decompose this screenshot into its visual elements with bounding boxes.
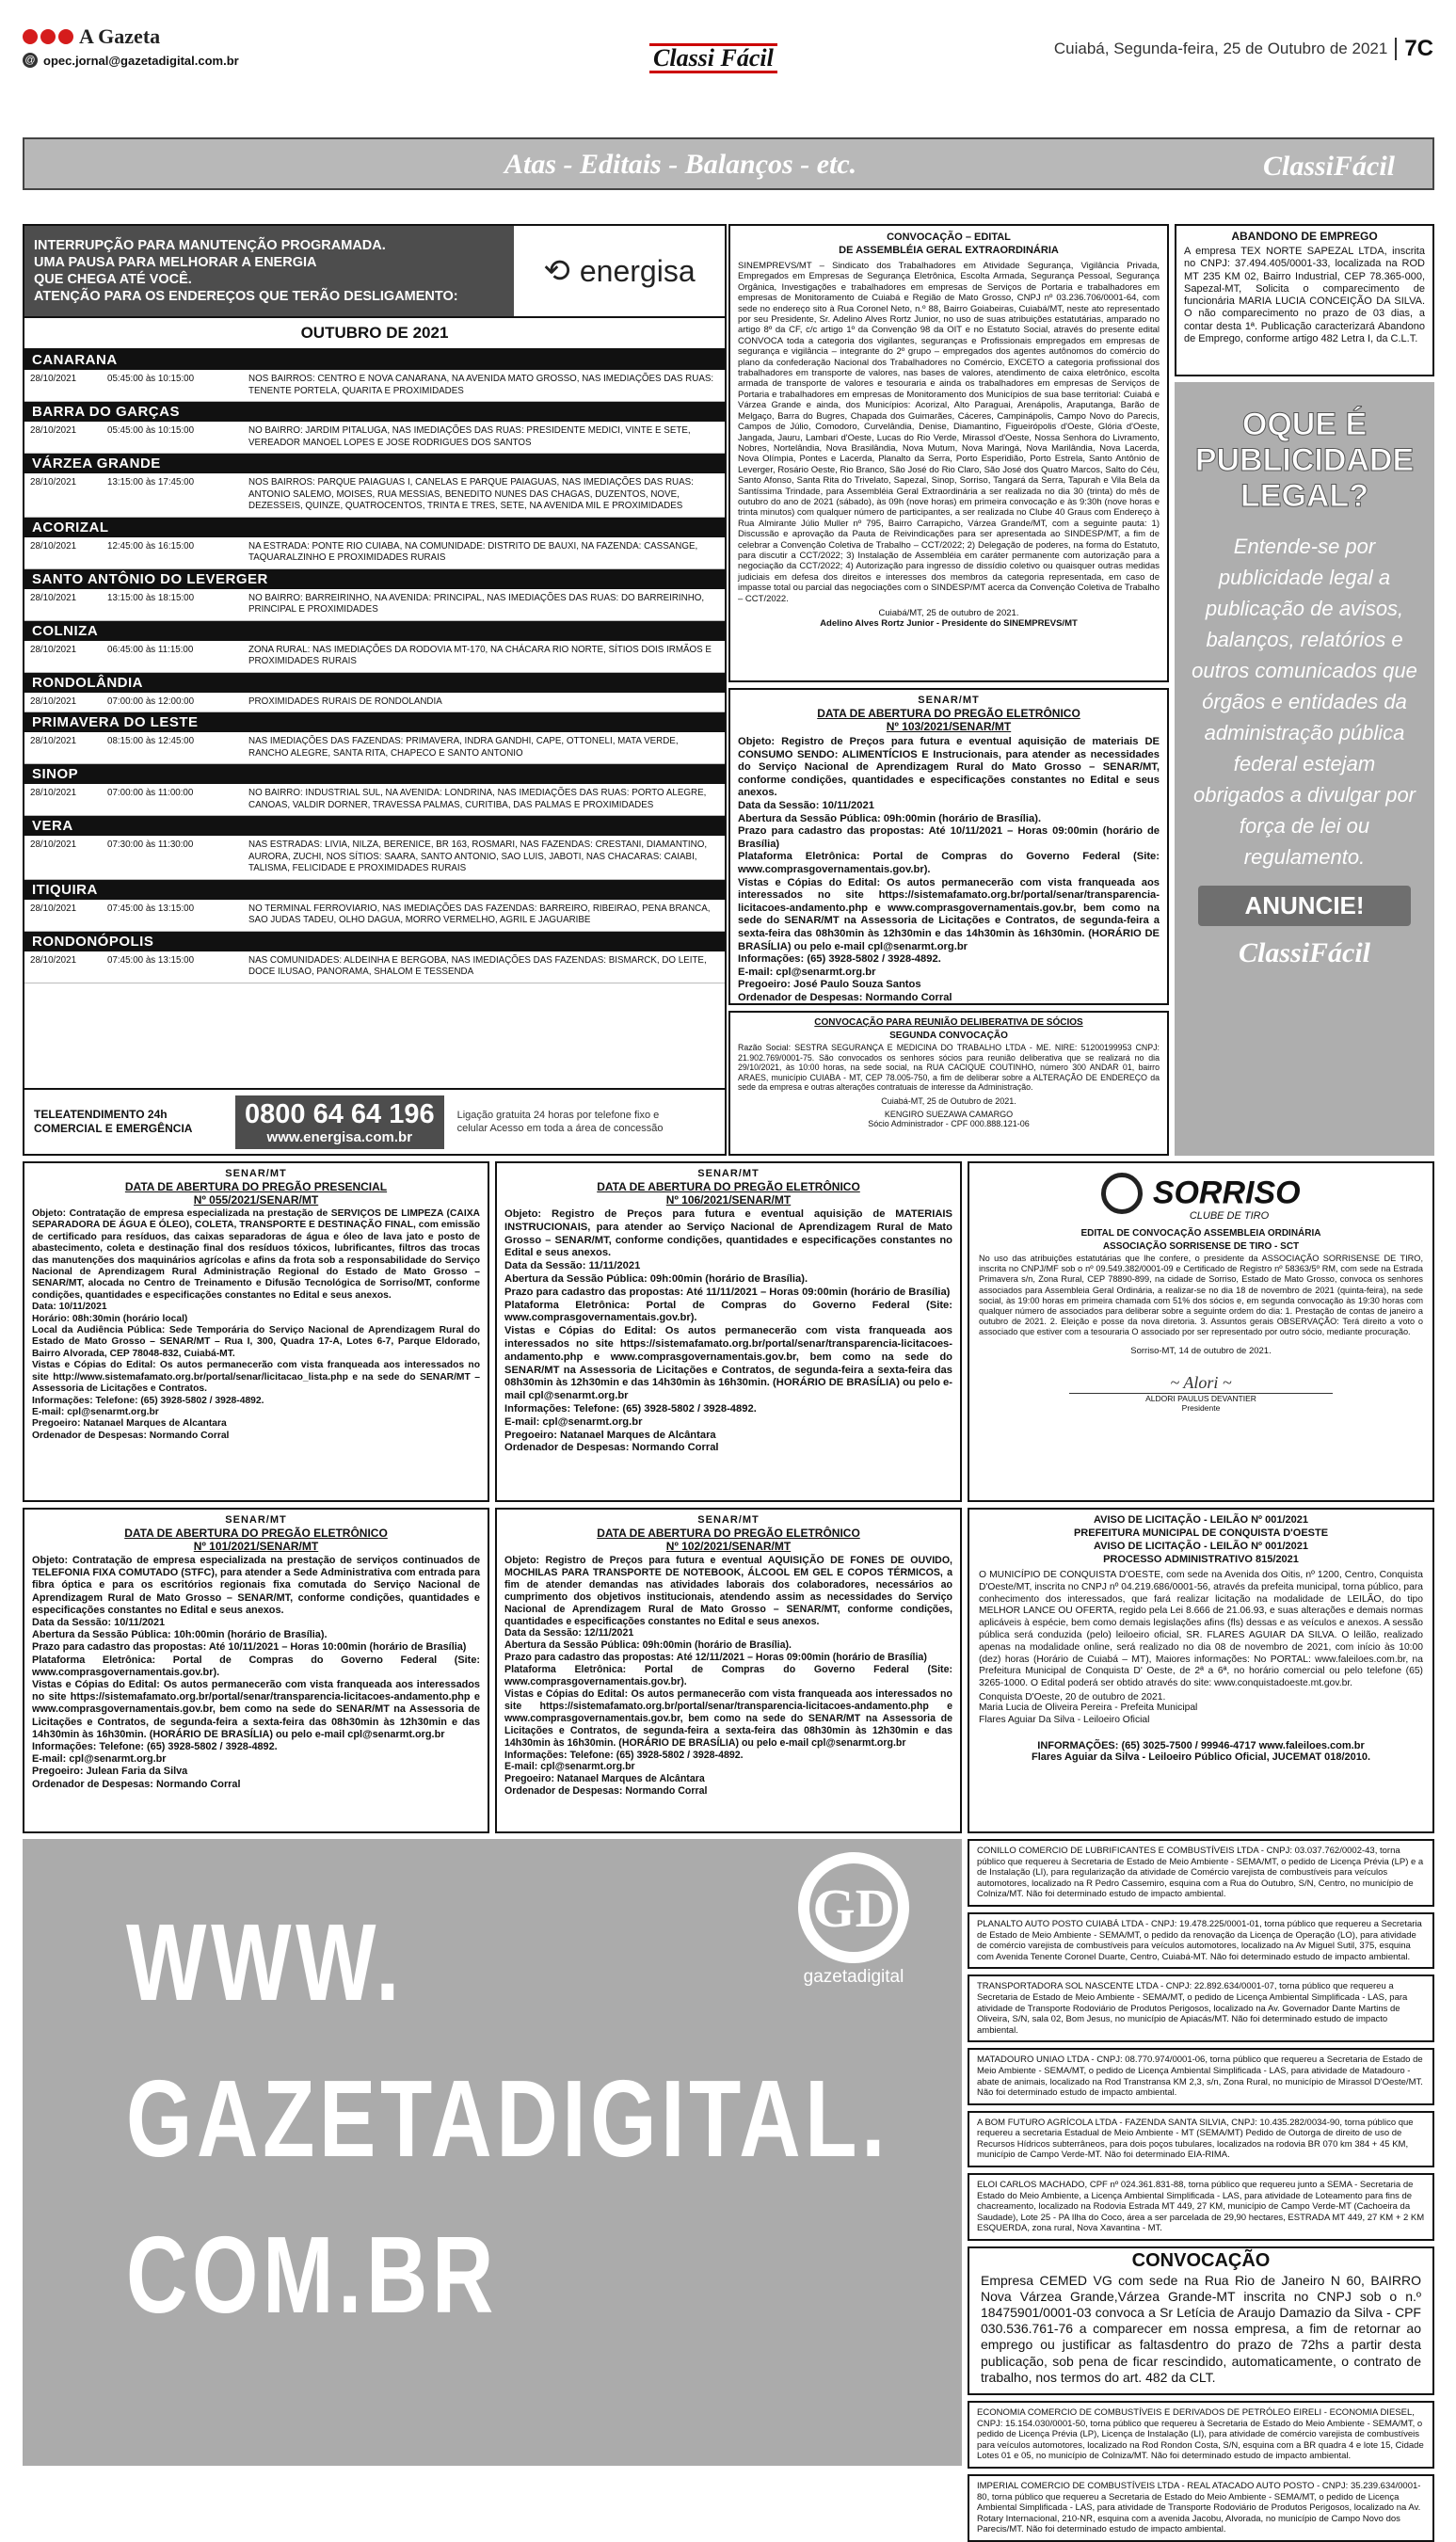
outage-row bbox=[24, 732, 725, 764]
outage-row bbox=[24, 589, 725, 621]
leilao-notice: AVISO DE LICITAÇÃO - LEILÃO Nº 001/2021 PREFEITURA MUNICIPAL DE CONQUISTA D'OESTE AVISO DE LICITAÇÃO - LEILÃO Nº 001/2021 PROCESSO ADMINISTRATIVO 815/2021 O MUNICÍPIO DE CONQUISTA D'OESTE, com sede na Avenida dos Oitis, nº 1200, Centro, Conquista D'Oeste/MT, inscrita no CNPJ nº 04.219.686/0001-56, através da prefeita municipal, torna público, para conhecimento dos interessados, que fará realizar licitação na modalidade de LEILÃO, do tipo MELHOR LANCE OU OFERTA, regido pela Lei 8.666 de 21.06.93, e suas alterações e demais normas aplicáveis à espécie, bem como demais legislações afins (fls) dessas e as veículos e anexos. A sessão pública será conduzida (pelo) leiloeiro oficial, SR. FLARES AGUIAR DA SILVA. O leilão, realizado apenas na modalidade online, será realizado no dia 08 de novembro de 2021, com início às 10:00 (dez) horas (Horário de Cuiabá – MT), Maiores informações: No PORTAL: www.faleiloes.com.br, na Prefeitura Municipal de Conquista D' Oeste, de 2ª a 6ª, no horário comercial ou pelo telefone (65) 3265-1000. O Edital poderá ser obtido através do site: www.conquistadoeste.mt.gov.br. Conquista D'Oeste, 20 de outubro de 2021. Maria Lucia de Oliveira Pereira - Prefeita Municipal Flares Aguiar Da Silva - Leiloeiro Oficial INFORMAÇÕES: (65) 3025-7500 / 99946-4717 www.faleiloes.com.br Flares Aguiar da Silva - Leiloeiro Público Oficial, JUCEMAT 018/2010. bbox=[968, 1508, 1434, 1833]
outage-row bbox=[24, 641, 725, 673]
notice-line: Plataforma Eletrônica: Portal de Compras do Governo Federal (Site: www.comprasgovernamentais.gov.br). bbox=[32, 1654, 480, 1678]
gazeta-wordmark: A Gazeta bbox=[79, 24, 161, 48]
masthead bbox=[0, 0, 1456, 71]
target-icon bbox=[1101, 1173, 1143, 1214]
environmental-notice: PLANALTO AUTO POSTO CUIABÁ LTDA - CNPJ: 19.478.225/0001-01, torna público que requereu a Secretaria de Estado de Meio Ambiente - SEMA/MT, o pedido da renovação da Licença de Operação (LO), para atividade de comércio varejista de combustíveis para veículos automotores, localizado na Av Miguel Sutil, 375, esquina com Avenida Tenente Coronel Duarte, Centro, Cuiabá-MT. Não foi determinado estudo de impacto ambiental. bbox=[968, 1912, 1434, 1969]
notice-line: Data da Sessão: 10/11/2021 bbox=[32, 1617, 166, 1629]
sorriso-notice: SORRISO CLUBE DE TIRO EDITAL DE CONVOCAÇÃO ASSEMBLEIA ORDINÁRIA ASSOCIAÇÃO SORRISENSE DE TIRO - SCT No uso das atribuições estatutárias que lhe confere, o presidente da ASSOCIAÇÃO SORRISENSE DE TIRO, inscrita no CNPJ/MF sob o nº 09.549.382/0001-09 e Certificado de Registro nº 58363/5º RM, com sede na Estrada Primavera s/n, Zona Rural, CEP 78890-899, na cidade de Sorriso, Estado de Mato Grosso, convoca os senhores associados para Assembleia Geral Ordinária, a realizar-se no dia 18 de novembro de 2021 (quinta-feira), na sede social, às 19:00 horas em primeira chamada com 51% dos sócios e, em segunda convocação às 19:30 horas com qualquer número de associados para deliberar sobre a seguinte ordem do dia: 1. Prestação de contas de janeiro a outubro de 2021. 2. Eleição e posse da nova diretoria. 3. Assuntos gerais OBSERVAÇÃO: Terá direito a voto o associado que estiver com a tesouraria O associado por ser representado por outro sócio, mediante procuração. Sorriso-MT, 14 de outubro de 2021. ~ Alori ~ ALDORI PAULUS DEVANTIER Presidente bbox=[968, 1161, 1434, 1502]
notice-line: Plataforma Eletrônica: Portal de Compras do Governo Federal (Site: www.comprasgovernamentais.gov.br). bbox=[504, 1664, 952, 1688]
notice-line: Ordenador de Despesas: Normando Corral bbox=[32, 1430, 230, 1441]
outage-desc: NO BAIRRO: INDUSTRIAL SUL, NA AVENIDA: LONDRINA, NAS IMEDIAÇÕES DAS RUAS: PORTO ALEGRE, CANOAS, VALDIR DORNER, TRAVESSA PALMAS, CURITIBA, DAS PALMAS E PROXIMIDADES bbox=[248, 788, 707, 810]
notice-line: Prazo para cadastro das propostas: Até 10/11/2021 – Horas 10:00min (horário de Brasília) bbox=[32, 1641, 467, 1654]
publicidade-ad: OQUE É PUBLICIDADE LEGAL? Entende-se por publicidade legal a publicação de avisos, balanços, relatórios e outros comunicados que órgãos e entidades da administração pública federal estejam obrigados a divulgar por força de lei ou regulamento. ANUNCIE! ClassiFácil bbox=[1175, 382, 1434, 1156]
notice-line: Objeto: Registro de Preços para futura e eventual aquisição de materiais DE CONSUMO SENDO: ALIMENTÍCIOS E Instrucionais, para atender as necessidades do Serviço Nacional de Aprendizagem Rural do Mato Grosso – SENAR/MT, conforme condições, quantidades e especificações constantes no Edital e seus anexos. bbox=[738, 736, 1160, 799]
gazetadigital-url bbox=[126, 1884, 889, 2353]
outage-desc: NAS IMEDIAÇÕES DAS FAZENDAS: PRIMAVERA, INDRA GANDHI, CAPE, OTTONELI, MATA VERDE, RANCHO ALEGRE, SANTA RITA, CHAPECO E SANTO ANTONIO bbox=[248, 736, 679, 759]
sinemprev-notice: CONVOCAÇÃO – EDITAL DE ASSEMBLÉIA GERAL EXTRAORDINÁRIA SINEMPREVS/MT – Sindicato dos Trabalhadores em Atividade Segurança, Vigilância Privada, Empregados em Empresas de Segurança Eletrônica, Escolta Armada, Segurança Pessoal, Segurança Orgânica, Investigações e trabalhadores em empresas de Serviços de Portaria e trabalhadores em empresas de Monitoramento de Cuiabá e Região de Mato Grosso, CNPJ nº 03.236.706/0001-64, com sede no endereço sito à Rua Coronel Neto, n.º 88, Bairro Goiabeiras, Cuiabá/MT, neste ato representado por seu Presidente, Sr. Adelino Alves Rortz Junior, no uso de suas atribuições estatutárias, amparado no artigo 8º da CF, c/c artigo 1º da Convenção 98 da OIT e no Estatuto Social, através do presente edital CONVOCA toda a categoria dos vigilantes, seguranças e Profissionais empregados em empresas de segurança e vigilância – integrante do 2º grupo – empregados dos agentes autônomos do comércio do plano da confederação Nacional dos Trabalhadores no Comércio, EXCETO a categoria profissional dos trabalhadores em transporte de valores, nas bases de valores, atendimento de caixa eletrônico, escolta armada de transporte de valores e tesouraria e ainda os trabalhadores em empresas de Serviços de Portaria e trabalhadores em empresas de Monitoramento dos Municípios de sua base territorial: Cuiabá e Várzea Grande e ainda, dos Municípios: Acorizal, Alto Paraguai, Arenápolis, Araputanga, Barão de Melgaço, Barra do Bugres, Chapada dos Guimarães, Cáceres, Campinápolis, Campo Novo do Parecis, Campos de Júlio, Comodoro, Curvelândia, Denise, Diamantino, Figueirópolis d'Oeste, Glória d'Oeste, Jangada, Jauru, Lambari d'Oeste, Lucas do Rio Verde, Mirassol d'Oeste, Nossa Senhora do Livramento, Nobres, Nortelândia, Nova Brasilândia, Nova Mutum, Nova Maringá, Nova Marilândia, Nova Lacerda, Nova Olímpia, Pontes e Lacerda, Planalto da Serra, Porto Esperidião, Porto Estrela, Santo Antônio de Leverger, Rosário Oeste, Rio Branco, São José do Rio Claro, São José dos Quatro Marcos, Salto do Céu, Santo Afonso, Santa Rita do Trivelato, Sapezal, Sinop, Sorriso, Tangará da Serra, Tapurah e Vila Bela da Santíssima Trindade, para Assembléia Geral Extraordinária a ser realizada no dia 30 (trinta) do mês de outubro do ano de 2021 (sábado), às 09h (nove horas) em primeira convocação e às 9:30h (nove horas e trinta minutos) com qualquer número de participantes, a ser realizada no Clube 40 Graus com Endereço à Rua Almirante Júlio Muller nº 795, Bairro Carrapicho, Várzea Grande/MT, com a seguinte pauta: 1) Discussão e aprovação da Pauta de Reivindicações para ser apresentada ao SINDESP/MT, a fim de celebrar a Convenção Coletiva de Trabalho – CCT/2022; 2) Delegação de poderes, na forma do Estatuto, para discutir a CCT/2022; 3) Instalação de Assembléia em caráter permanente com autorização para a negociação da CCT/2022; 4) Autorização para ingresso de dissídio coletivo ou quaisquer outras medidas judiciais em defesa dos direitos e interesses dos membros da categoria representada, em caso de impasse total ou parcial das negociações com o SINDESP/MT acerca da Convenção Coletiva de Trabalho – CCT/2022. Cuiabá/MT, 25 de outubro de 2021. Adelino Alves Rortz Junior - Presidente do SINEMPREVS/MT bbox=[728, 224, 1169, 682]
senar-103-notice: SENAR/MT DATA DE ABERTURA DO PREGÃO ELETRÔNICO Nº 103/2021/SENAR/MT Objeto: Registro de Preços para futura e eventual aquisição de materiais DE CONSUMO SENDO: ALIMENTÍCIOS E Instrucionais, para atender as necessidades do Serviço Nacional de Aprendizagem Rural do Mato Grosso – SENAR/MT, conforme condições, quantidades e especificações constantes no Edital e seus anexos. Data da Sessão: 10/11/2021 Abertura da Sessão Pública: 09h:00min (horário de Brasília). Prazo para cadastro das propostas: Até 10/11/2021 – Horas 09:00min (horário de Brasília) Plataforma Eletrônica: Portal de Compras do Governo Federal (Site: www.comprasgovernamentais.gov.br). Vistas e Cópias do Edital: Os autos permanecerão com vista franqueada aos interessados no site https://sistemafamato.org.br/portal/senar/transparencia-licitacoes-andamento.php e www.comprasgovernamentais.gov.br, bem como na sede do SENAR/MT na Assessoria de Licitações e Contratos, de segunda-feira a sexta-feira das 08h30min às 12h30min e das 14h30min às 16h30min. (HORÁRIO DE BRASÍLIA) ou pelo e-mail cpl@senarmt.org.br Informações: (65) 3928-5802 / 3928-4892. E-mail: cpl@senarmt.org.br Pregoeiro: José Paulo Souza Santos Ordenador de Despesas: Normando Corral bbox=[728, 688, 1169, 1005]
convocacao-notice: CONVOCAÇÃO Empresa CEMED VG com sede na Rua Rio de Janeiro N 60, BAIRRO Nova Várzea Grande,Várzea Grande-MT inscrita no CNPJ sob o n.º 18475901/0001-03 convoca a Sr Letícia de Araujo Damazio da Silva - CPF 030.536.761-76 a comparecer em nossa empresa, a fim de retornar ao emprego ou justificar as faltasdentro do prazo de 72hs a partir desta publicação, sob pena de ficar rescindido, automaticamente, o contrato de trabalho, nos termos do art. 482 da CLT. bbox=[968, 2246, 1434, 2395]
outage-row bbox=[24, 370, 725, 402]
outage-date: 28/10/2021 bbox=[30, 540, 77, 552]
outage-row bbox=[24, 473, 725, 518]
energisa-bolt-icon: ⟲ bbox=[543, 253, 570, 289]
environmental-notice: A BOM FUTURO AGRÍCOLA LTDA - FAZENDA SANTA SILVIA, CNPJ: 10.435.282/0034-90, torna público que requereu a secretaria Estadual de Meio Ambiente - MT (SEMA/MT) Pedido de Outorga de direito de uso de Recursos Hídricos subterrâneos, para dois poços tubulares, localizados na rodovia BR 070 km 384 + 45 KM, município de Campo Verde-MT. Não foi determinado EIA-RIMA. bbox=[968, 2111, 1434, 2167]
notice-line: Ordenador de Despesas: Normando Corral bbox=[32, 1778, 241, 1790]
senar-102-notice: SENAR/MT DATA DE ABERTURA DO PREGÃO ELETRÔNICO Nº 102/2021/SENAR/MT Objeto: Registro de Preços para futura e eventual AQUISIÇÃO DE FONES DE OUVIDO, MOCHILAS PARA TRANSPORTE DE NOTEBOOK, ÁLCOOL EM GEL E COPOS TÉRMICOS, a fim de atender demandas nas atividades laborais dos colaboradores, necessários ao cumprimento dos objetivos institucionais, atendendo assim as necessidades do Serviço Nacional de Aprendizagem Rural de Mato Grosso – SENAR/MT, conforme condições, quantidades e especificações constantes no Edital e seus anexos. Data da Sessão: 12/11/2021 Abertura da Sessão Pública: 09h:00min (horário de Brasília). Prazo para cadastro das propostas: Até 12/11/2021 – Horas 09:00min (horário de Brasília) Plataforma Eletrônica: Portal de Compras do Governo Federal (Site: www.comprasgovernamentais.gov.br). Vistas e Cópias do Edital: Os autos permanecerão com vista franqueada aos interessados no site https://sistemafamato.org.br/portal/senar/transparencia-licitacoes-andamento.php e www.comprasgovernamentais.gov.br, bem como na sede do SENAR/MT na Assessoria de Licitações e Contratos, de segunda-feira a sexta-feira das 08h30min às 12h30min e das 14h30min às 16h30min. (HORÁRIO DE BRASÍLIA) ou pelo e-mail cpl@senarmt.org.br Informações: Telefone: (65) 3928-5802 / 3928-4892. E-mail: cpl@senarmt.org.br Pregoeiro: Natanael Marques de Alcântara Ordenador de Despesas: Normando Corral bbox=[495, 1508, 962, 1833]
region-heading: SINOP bbox=[24, 764, 725, 784]
outage-desc: NO TERMINAL FERROVIARIO, NAS IMEDIAÇÕES DAS FAZENDAS: BARREIRO, RIBEIRAO, PENA BRANCA, SAO JUDAS TADEU, OLHO DAGUA, MORRO VERMELHO, AGRIL E JAGUARIBE bbox=[248, 903, 711, 925]
gd-logo: GD gazetadigital bbox=[798, 1852, 909, 1988]
notice-line: Plataforma Eletrônica: Portal de Compras do Governo Federal (Site: www.comprasgovernamentais.gov.br). bbox=[738, 851, 1160, 875]
notice-line: Pregoeiro: Natanael Marques de Alcantara bbox=[32, 1418, 227, 1430]
outage-time: 07:00:00 às 11:00:00 bbox=[107, 788, 194, 798]
notice-line: Abertura da Sessão Pública: 09h:00min (horário de Brasília). bbox=[738, 812, 1042, 824]
senar-055-notice: SENAR/MT DATA DE ABERTURA DO PREGÃO PRESENCIAL Nº 055/2021/SENAR/MT Objeto: Contratação de empresa especializada na prestação de SERVIÇOS DE LIMPEZA (CAIXA SEPARADORA DE ÁGUA E ÓLEO), COLETA, TRANSPORTE E DESTINAÇÃO FINAL, com emissão de certificado para resíduos, das caixas separadoras de água e óleo de lava jato e posto de abastecimento, coleta e destinação final dos resíduos tóxicos, lubrificantes, filtros das trocas das manutenções dos maquinários agrícolas e afins da frota sob a responsabilidade do Serviço Nacional de Aprendizagem Rural Administração Regional do Estado de Mato Grosso – SENAR/MT, alocada no Centro de Treinamento e Difusão Tecnológica de Sorriso/MT, conforme condições, quantidades e especificações constantes no Edital e seus anexos. Data: 10/11/2021 Horário: 08h:30min (horário local) Local da Audiência Pública: Sede Temporária do Serviço Nacional de Aprendizagem Rural do Estado de Mato Grosso – SENAR/MT – Rua I, 300, Quadra 17-A, Lotes 6-7, Parque Eldorado, Bairro Alvorada, CEP 78048-832, Cuiabá-MT. Vistas e Cópias do Edital: Os autos permanecerão com vista franqueada aos interessados no site http://www.sistemafamato.org.br/portal/senar/licitacao_lista.php e na sede do SENAR/MT – Assessoria de Licitações e Contratos. Informações: Telefone: (65) 3928-5802 / 3928-4892. E-mail: cpl@senarmt.org.br Pregoeiro: Natanael Marques de Alcantara Ordenador de Despesas: Normando Corral bbox=[23, 1161, 489, 1502]
outage-date: 28/10/2021 bbox=[30, 644, 77, 655]
region-heading: ACORIZAL bbox=[24, 518, 725, 537]
region-heading: COLNIZA bbox=[24, 621, 725, 641]
notice-line: Data: 10/11/2021 bbox=[32, 1302, 107, 1313]
outage-desc: PROXIMIDADES RURAIS DE RONDOLANDIA bbox=[248, 695, 442, 707]
outage-time: 07:00:00 às 12:00:00 bbox=[107, 695, 195, 707]
energisa-header-text bbox=[24, 226, 514, 316]
notice-line: Vistas e Cópias do Edital: Os autos permanecerão com vista franqueada aos interessados no site https://sistemafamato.org.br/portal/senar/transparencia-licitacoes-andamento.php e www.comprasgovernamentais.gov.br, bem como na sede do SENAR/MT na Assessoria de Licitações e Contratos, de segunda-feira a sexta-feira das 08h30min às 12h30min e das 14h30min às 16h30min. (HORÁRIO DE BRASÍLIA) ou pelo e-mail cpl@senarmt.org.br bbox=[738, 876, 1160, 952]
gd-circle-icon: GD bbox=[798, 1852, 909, 1963]
environmental-notice: CONILLO COMERCIO DE LUBRIFICANTES E COMBUSTÍVEIS LTDA - CNPJ: 03.037.762/0002-43, torna público que requereu à Secretaria de Estado de Meio Ambiente - SEMA/MT, o pedido de Licença Prévia (LP) e a de Instalação (LI), para regularização da atividade de Comércio varejista de combustíveis para veículos automotores, localizado na R Pedro Cassemiro, esquina com a Rua do Outubro, S/N, Centro, no município de Colniza/MT. Não foi determinado estudo de impacto ambiental. bbox=[968, 1839, 1434, 1907]
banner-title: Atas - Editais - Balanços - etc. bbox=[504, 149, 857, 180]
outage-desc: NAS COMUNIDADES: ALDEINHA E BERGOBA, NAS IMEDIAÇÕES DAS FAZENDAS: BISMARCK, DO LEITE, DOCE ILUSAO, PANORAMA, SHALOM E TESSENDA bbox=[248, 954, 707, 977]
notice-line: E-mail: cpl@senarmt.org.br bbox=[504, 1761, 635, 1773]
signature: ~ Alori ~ bbox=[1170, 1372, 1232, 1392]
notice-line: Data da Sessão: 12/11/2021 bbox=[504, 1627, 634, 1639]
notice-line: Ordenador de Despesas: Normando Corral bbox=[504, 1785, 708, 1798]
gazeta-logo bbox=[23, 24, 160, 49]
notice-line: Pregoeiro: Julean Faria da Silva bbox=[32, 1766, 188, 1778]
outage-date: 28/10/2021 bbox=[30, 736, 77, 746]
outage-date: 28/10/2021 bbox=[30, 695, 77, 707]
notice-line: Prazo para cadastro das propostas: Até 12/11/2021 – Horas 09:00min (horário de Brasília) bbox=[504, 1652, 927, 1664]
notice-line: Abertura da Sessão Pública: 10h:00min (horário de Brasília). bbox=[32, 1629, 328, 1641]
energisa-title-line: QUE CHEGA ATÉ VOCÊ. bbox=[34, 272, 192, 287]
outage-desc: NAS ESTRADAS: LIVIA, NILZA, BERENICE, BR 163, ROSMARI, NAS FAZENDAS: CRESTANI, DIAMANTINO, AURORA, ZUCHI, NOS SÍTIOS: SAARA, SANTO ANTONIO, SAO LUIS, JABOTI, NAS CHACARAS: CAIABI, TALISMA, FELICIDADE E PROXIMIDADES RURAIS bbox=[248, 839, 708, 873]
region-heading: CANARANA bbox=[24, 350, 725, 370]
region-heading: RONDONÓPOLIS bbox=[24, 932, 725, 951]
notice-line: Prazo para cadastro das propostas: Até 11/11/2021 – Horas 09:00min (horário de Brasília) bbox=[504, 1286, 951, 1298]
senar-101-notice: SENAR/MT DATA DE ABERTURA DO PREGÃO ELETRÔNICO Nº 101/2021/SENAR/MT Objeto: Contratação de empresa especializada na prestação de serviços continuados de TELEFONIA FIXA COMUTADO (STFC), para atender a Sede Administrativa com entrada para fibra óptica e para os escritórios regionais fixa comutada do Serviço Nacional de Aprendizagem Rural de Mato Grosso – SENAR/MT, conforme condições, quantidades e especificações constantes no Edital e seus anexos. Data da Sessão: 10/11/2021 Abertura da Sessão Pública: 10h:00min (horário de Brasília). Prazo para cadastro das propostas: Até 10/11/2021 – Horas 10:00min (horário de Brasília) Plataforma Eletrônica: Portal de Compras do Governo Federal (Site: www.comprasgovernamentais.gov.br). Vistas e Cópias do Edital: Os autos permanecerão com vista franqueada aos interessados no site https://sistemafamato.org.br/portal/senar/transparencia-licitacoes-andamento.php e www.comprasgovernamentais.gov.br, bem como na sede do SENAR/MT na Assessoria de Licitações e Contratos, de segunda-feira a sexta-feira das 08h30min às 12h30min e das 14h30min às 16h30min. (HORÁRIO DE BRASÍLIA) ou pelo e-mail cpl@senarmt.org.br Informações: Telefone: (65) 3928-5802 / 3928-4892. E-mail: cpl@senarmt.org.br Pregoeiro: Julean Faria da Silva Ordenador de Despesas: Normando Corral bbox=[23, 1508, 489, 1833]
outage-date: 28/10/2021 bbox=[30, 477, 77, 488]
outage-date: 28/10/2021 bbox=[30, 592, 77, 603]
outage-desc: NA ESTRADA: PONTE RIO CUIABA, NA COMUNIDADE: DISTRITO DE BAUXI, NA FAZENDA: CASSANGE, TAQUARALZINHO E PROXIMIDADES RURAIS bbox=[248, 540, 698, 563]
environmental-notice: IMPERIAL COMERCIO DE COMBUSTÍVEIS LTDA - REAL ATACADO AUTO POSTO - CNPJ: 35.239.634/0001-80, torna público que requereu a Secretaria de Estado do Meio Ambiente - SEMA/MT, o pedido de Licença Ambiental Simplificada - LAS, para atividade de Transporte Rodoviário de Produtos Perigosos, localizado na Av. Rotary Internacional, 210-NR, esquina com a avenida Jacobu, Alvorada, no município de Campo Novo dos Parecis/MT. Não foi determinado estudo de impacto ambiental. bbox=[968, 2474, 1434, 2542]
notice-line: Abertura da Sessão Pública: 09h:00min (horário de Brasília). bbox=[504, 1272, 808, 1285]
notice-line: Ordenador de Despesas: Normando Corral bbox=[738, 991, 952, 1003]
energisa-ad bbox=[23, 224, 727, 1156]
notice-line: Vistas e Cópias do Edital: Os autos permanecerão com vista franqueada aos interessados no site https://sistemafamato.org.br/portal/senar/transparencia-licitacoes-andamento.php e www.comprasgovernamentais.gov.br, bem como na sede do SENAR/MT na Assessoria de Licitações e Contratos, de segunda-feira a sexta-feira das 08h30min às 12h30min e das 14h30min às 16h30min. (HORÁRIO DE BRASÍLIA) ou pelo e-mail cpl@senarmt.org.br bbox=[504, 1325, 952, 1402]
notice-line: Informações: Telefone: (65) 3928-5802 / 3928-4892. bbox=[504, 1749, 744, 1761]
notice-line: Objeto: Registro de Preços para futura e eventual AQUISIÇÃO DE FONES DE OUVIDO, MOCHILAS PARA TRANSPORTE DE NOTEBOOK, ÁLCOOL EM GEL E COPOS TÉRMICOS, a fim de atender demandas nas atividades laborais dos colaboradores, necessários ao cumprimento dos objetivos institucionais, atendendo assim as necessidades do Serviço Nacional de Aprendizagem Rural de Mato Grosso – SENAR/MT, conforme condições, quantidades e especificações constantes no Edital e seus anexos. bbox=[504, 1555, 952, 1627]
email-icon: @ bbox=[23, 53, 38, 68]
url-line: WWW. bbox=[126, 1901, 405, 2023]
notice-line: Data da Sessão: 11/11/2021 bbox=[504, 1260, 641, 1272]
contact-email[interactable]: opec.jornal@gazetadigital.com.br bbox=[43, 53, 239, 68]
notice-line: Pregoeiro: Natanael Marques de Alcântara bbox=[504, 1429, 716, 1441]
energisa-title-line: INTERRUPÇÃO PARA MANUTENÇÃO PROGRAMADA. bbox=[34, 238, 386, 253]
outage-row bbox=[24, 784, 725, 816]
outage-date: 28/10/2021 bbox=[30, 788, 77, 798]
outage-time: 13:15:00 às 18:15:00 bbox=[107, 592, 195, 603]
outage-row bbox=[24, 693, 725, 713]
region-heading: BARRA DO GARÇAS bbox=[24, 402, 725, 422]
notice-line: Informações: Telefone: (65) 3928-5802 / 3928-4892. bbox=[32, 1395, 264, 1406]
notice-line: Pregoeiro: José Paulo Souza Santos bbox=[738, 979, 921, 991]
energisa-title-line: UMA PAUSA PARA MELHORAR A ENERGIA bbox=[34, 255, 317, 270]
sestra-notice: CONVOCAÇÃO PARA REUNIÃO DELIBERATIVA DE SÓCIOS SEGUNDA CONVOCAÇÃO Razão Social: SESTRA SEGURANÇA E MEDICINA DO TRABALHO LTDA - ME. NIRE: 51200199953 CNPJ: 21.902.769/0001-75. São convocados os senhores sócios para reunião deliberativa que se realizará no dia 29/10/2021, às 10:00 horas, na sede social, na RUA CACIQUE COUTINHO, número 300 ANDAR 01, bairro ARAES, município CUIABA - MT, CEP 78.005-750, a fim de deliberar sobre a ALTERAÇÃO DE ENDEREÇO da sede da empresa e outras alterações contratuais de interesse da Administração. Cuiabá-MT, 25 de Outubro de 2021. KENGIRO SUEZAWA CAMARGO Sócio Administrador - CPF 000.888.121-06 bbox=[728, 1011, 1169, 1156]
logo-circles-icon bbox=[23, 29, 73, 44]
notice-line: E-mail: cpl@senarmt.org.br bbox=[32, 1406, 159, 1417]
outage-date: 28/10/2021 bbox=[30, 374, 77, 384]
senar-106-notice: SENAR/MT DATA DE ABERTURA DO PREGÃO ELETRÔNICO Nº 106/2021/SENAR/MT Objeto: Registro de Preços para futura e eventual aquisição de MATERIAIS INSTRUCIONAIS, para atender ao Serviço Nacional de Aprendizagem Rural de Mato Grosso – SENAR/MT, conforme condições, quantidades e especificações constantes no Edital e seus anexos. Data da Sessão: 11/11/2021 Abertura da Sessão Pública: 09h:00min (horário de Brasília). Prazo para cadastro das propostas: Até 11/11/2021 – Horas 09:00min (horário de Brasília) Plataforma Eletrônica: Portal de Compras do Governo Federal (Site: www.comprasgovernamentais.gov.br). Vistas e Cópias do Edital: Os autos permanecerão com vista franqueada aos interessados no site https://sistemafamato.org.br/portal/senar/transparencia-licitacoes-andamento.php e www.comprasgovernamentais.gov.br, bem como na sede do SENAR/MT na Assessoria de Licitações e Contratos, de segunda-feira a sexta-feira das 08h30min às 12h30min e das 14h30min às 16h30min. (HORÁRIO DE BRASÍLIA) ou pelo e-mail cpl@senarmt.org.br Informações: Telefone: (65) 3928-5802 / 3928-4892. E-mail: cpl@senarmt.org.br Pregoeiro: Natanael Marques de Alcântara Ordenador de Despesas: Normando Corral bbox=[495, 1161, 962, 1502]
energisa-footer: TELEATENDIMENTO 24h COMERCIAL E EMERGÊNCIA 0800 64 64 196 www.energisa.com.br Ligação gratuita 24 horas por telefone fixo e celular Acesso em toda a área de concessão bbox=[24, 1088, 725, 1154]
notice-line: Vistas e Cópias do Edital: Os autos permanecerão com vista franqueada aos interessados no site http://www.sistemafamato.org.br/portal/senar/licitacao_lista.php e na sede do SENAR/MT – Assessoria de Licitações e Contratos. bbox=[32, 1360, 480, 1395]
notice-line: Plataforma Eletrônica: Portal de Compras do Governo Federal (Site: www.comprasgovernamentais.gov.br). bbox=[504, 1299, 952, 1324]
gazetadigital-ad[interactable] bbox=[23, 1839, 962, 2466]
region-heading: ITIQUIRA bbox=[24, 880, 725, 900]
outage-row bbox=[24, 951, 725, 983]
anuncie-button[interactable]: ANUNCIE! bbox=[1198, 886, 1411, 926]
notice-line: E-mail: cpl@senarmt.org.br bbox=[738, 966, 876, 978]
outage-row bbox=[24, 900, 725, 932]
outage-date: 28/10/2021 bbox=[30, 903, 77, 914]
outage-time: 05:45:00 às 10:15:00 bbox=[107, 374, 195, 384]
notice-line: Informações: Telefone: (65) 3928-5802 / 3928-4892. bbox=[504, 1402, 757, 1415]
outage-time: 07:45:00 às 13:15:00 bbox=[107, 903, 195, 914]
page-number: 7C bbox=[1404, 36, 1433, 61]
region-heading: RONDOLÂNDIA bbox=[24, 673, 725, 693]
outage-time: 13:15:00 às 17:45:00 bbox=[107, 477, 195, 488]
outage-row bbox=[24, 422, 725, 454]
issue-date: Cuiabá, Segunda-feira, 25 de Outubro de 2021 bbox=[1053, 40, 1388, 57]
environmental-notice: ECONOMIA COMERCIO DE COMBUSTÍVEIS E DERIVADOS DE PETRÓLEO EIRELI - ECONOMIA DIESEL, CNPJ: 15.154.030/0001-50, torna público que requereu à Secretaria de Estado do Meio Ambiente - SEMA/MT, o pedido de Licença Prévia (LP), Licença de Instalação (LI), para atividade de comércio varejista de combustíveis para veículos automotores, localizado na Rod Rondon Costa, S/N, esquina com a BR quadra 4 e lote 15, Cidade Lotes 01 e 05, no município de Colniza/MT. Não foi determinado estudo de impacto ambiental. bbox=[968, 2401, 1434, 2469]
notice-line: Objeto: Contratação de empresa especializada na prestação de SERVIÇOS DE LIMPEZA (CAIXA SEPARADORA DE ÁGUA E ÓLEO), COLETA, TRANSPORTE E DESTINAÇÃO FINAL, com emissão de certificado para resíduos, das caixas separadoras de água e óleo de lava jato e posto de abastecimento, coleta e destinação final dos resíduos tóxicos, lubrificantes, filtros das trocas das manutenções dos maquinários agrícolas e afins da frota sob a responsabilidade do Serviço Nacional de Aprendizagem Rural Administração Regional do Estado de Mato Grosso – SENAR/MT, alocada no Centro de Treinamento e Difusão Tecnológica de Sorriso/MT, conforme condições, quantidades e especificações constantes no Edital e seus anexos. bbox=[32, 1208, 480, 1301]
notice-line: Objeto: Contratação de empresa especializada na prestação de serviços continuados de TELEFONIA FIXA COMUTADO (STFC), para atender a Sede Administrativa com entrada para fibra óptica e para os escritórios regionais fixa comutada do Serviço Nacional de Aprendizagem Rural de Mato Grosso – SENAR/MT, conforme condições, quantidades e especificações constantes no Edital e seus anexos. bbox=[32, 1555, 480, 1616]
outage-list bbox=[24, 350, 725, 983]
banner-logo: ClassiFácil bbox=[1262, 151, 1395, 182]
notice-line: Pregoeiro: Natanael Marques de Alcântara bbox=[504, 1773, 705, 1785]
region-heading: PRIMAVERA DO LESTE bbox=[24, 712, 725, 732]
region-heading: VERA bbox=[24, 816, 725, 836]
outage-desc: ZONA RURAL: NAS IMEDIAÇÕES DA RODOVIA MT-170, NA CHÁCARA RIO NORTE, SÍTIOS DOIS IRMÃOS E PROXIMIDADES RURAIS bbox=[248, 644, 712, 666]
outage-desc: NO BAIRRO: BARREIRINHO, NA AVENIDA: PRINCIPAL, NAS IMEDIAÇÕES DAS RUAS: DO BARREIRINHO, PRINCIPAL E PROXIMIDADES bbox=[248, 592, 705, 615]
notice-line: Objeto: Registro de Preços para futura e eventual aquisição de MATERIAIS INSTRUCIONAIS, para atender ao Serviço Nacional de Aprendizagem Rural de Mato Grosso – SENAR/MT, conforme condições, quantidades e especificações constantes no Edital e seus anexos. bbox=[504, 1208, 952, 1259]
outage-date: 28/10/2021 bbox=[30, 425, 77, 436]
notice-line: Informações: (65) 3928-5802 / 3928-4892. bbox=[738, 953, 941, 966]
url-line: COM.BR bbox=[126, 2214, 498, 2336]
notice-line: E-mail: cpl@senarmt.org.br bbox=[504, 1415, 643, 1428]
energisa-phone[interactable]: 0800 64 64 196 www.energisa.com.br bbox=[235, 1095, 444, 1149]
outage-desc: NOS BAIRROS: PARQUE PAIAGUAS I, CANELAS E PARQUE PAIAGUAS, NAS IMEDIAÇÕES DAS RUAS: ANTONIO SALEMO, MOISES, RUA MESSIAS, BENEDITO NUNES DAS CHAGAS, DUZENTOS, NOVE, DEZESSEIS, QUINZE, QUATROCENTOS, TRINTA E TRES, SETE, NA AVENIDA MIL E PROXIMIDADES bbox=[248, 477, 694, 511]
notice-line: Abertura da Sessão Pública: 09h:00min (horário de Brasília). bbox=[504, 1639, 792, 1652]
energisa-title-line: ATENÇÃO PARA OS ENDEREÇOS QUE TERÃO DESLIGAMENTO: bbox=[34, 289, 458, 304]
outage-time: 12:45:00 às 16:15:00 bbox=[107, 540, 195, 552]
url-line: GAZETADIGITAL. bbox=[126, 2057, 890, 2180]
outage-time: 07:45:00 às 13:15:00 bbox=[107, 954, 195, 966]
environmental-notice: ELOI CARLOS MACHADO, CPF nº 024.361.831-88, torna público que requereu junto a SEMA - Secretaria de Estado do Meio Ambiente, a Licença Ambiental Simplificada - LAS, para atividade de Loteamento para fins de chacreamento, localizado na Rodovia Estrada MT 449, 27 KM, município de Campo Verde-MT (Cachoeira da Saudade), Lote 25 - PA Ilha do Coco, área a ser parcelada de 29,90 hectares, ESTRADA MT 449, 27 KM + 2 KM ESQUERDA, zona rural, Nova Xavantina - MT. bbox=[968, 2173, 1434, 2241]
outage-time: 08:15:00 às 12:45:00 bbox=[107, 736, 195, 746]
notice-line: Vistas e Cópias do Edital: Os autos permanecerão com vista franqueada aos interessados no site https://sistemafamato.org.br/portal/senar/transparencia-licitacoes-andamento.php e www.comprasgovernamentais.gov.br, bem como na sede do SENAR/MT na Assessoria de Licitações e Contratos, de segunda-feira a sexta-feira das 08h30min às 12h30min e das 14h30min às 16h30min. (HORÁRIO DE BRASÍLIA) ou pelo e-mail cpl@senarmt.org.br bbox=[32, 1679, 480, 1740]
notice-line: Prazo para cadastro das propostas: Até 10/11/2021 – Horas 09:00min (horário de Brasília) bbox=[738, 825, 1160, 850]
outage-time: 06:45:00 às 11:15:00 bbox=[107, 644, 194, 655]
month-heading: OUTUBRO DE 2021 bbox=[24, 316, 725, 350]
sorriso-logo: SORRISO CLUBE DE TIRO bbox=[979, 1173, 1423, 1222]
outage-time: 07:30:00 às 11:30:00 bbox=[107, 839, 194, 850]
outage-desc: NO BAIRRO: JARDIM PITALUGA, NAS IMEDIAÇÕES DAS RUAS: PRESIDENTE MEDICI, VINTE E SETE, VEREADOR MANOEL LOPES E JOSE RODRIGUES DOS SANTOS bbox=[248, 425, 691, 448]
notice-line: Horário: 08h:30min (horário local) bbox=[32, 1313, 188, 1324]
outage-date: 28/10/2021 bbox=[30, 839, 77, 850]
notice-line: E-mail: cpl@senarmt.org.br bbox=[32, 1753, 167, 1766]
region-heading: VÁRZEA GRANDE bbox=[24, 454, 725, 473]
environmental-notice: TRANSPORTADORA SOL NASCENTE LTDA - CNPJ: 22.892.634/0001-07, torna público que requereu a Secretaria de Estado de Meio Ambiente - SEMA/MT, o pedido de Licença Ambiental Simplificada - LAS, para atividade de Transporte Rodoviário de Produtos Perigosos, localizado na Av. Governador Dante Martins de Oliveira, S/N, sala 02, Bom Jesus, no município de Apiacás/MT. Não foi determinado estudo de impacto ambiental. bbox=[968, 1974, 1434, 2042]
abandono-notice: ABANDONO DE EMPREGO A empresa TEX NORTE SAPEZAL LTDA, inscrita no CNPJ: 37.494.405/0001-33, localizada na ROD MT 235 KM 02, Bairro Industrial, CEP 78.365-000, Sapezal-MT, Solicita o comparecimento de funcionária MARIA LUCIA CONCEIÇÃO DA SILVA. O não comparecimento no prazo de 03 dias, a contar desta 1ª. Publicação caracterizará Abandono de Emprego, conforme artigo 482 Letra I, da C.L.T. bbox=[1175, 224, 1434, 376]
environmental-notice: MATADOURO UNIAO LTDA - CNPJ: 08.770.974/0001-06, torna público que requereu a Secretaria de Estado de Meio Ambiente - SEMA/MT, o pedido de Licença Ambiental Simplificada - LAS, para atividade de Matadouro - abate de animais, localizado na Rod Transtransa KM 2,3, s/n, Zona Rural, no município de Mirassol D'Oeste/MT. Não foi determinado estudo de impacto ambiental. bbox=[968, 2048, 1434, 2104]
outage-desc: NOS BAIRROS: CENTRO E NOVA CANARANA, NA AVENIDA MATO GROSSO, NAS IMEDIAÇÕES DAS RUAS: TENENTE PORTELA, QUARITA E PROXIMIDADES bbox=[248, 374, 714, 396]
outage-date: 28/10/2021 bbox=[30, 954, 77, 966]
classifacil-logo: Classi Fácil bbox=[649, 43, 777, 73]
outage-time: 05:45:00 às 10:15:00 bbox=[107, 425, 195, 436]
outage-row bbox=[24, 836, 725, 880]
notice-line: Local da Audiência Pública: Sede Temporária do Serviço Nacional de Aprendizagem Rural do Estado de Mato Grosso – SENAR/MT – Rua I, 300, Quadra 17-A, Lotes 6-7, Parque Eldorado, Bairro Alvorada, CEP 78048-832, Cuiabá-MT. bbox=[32, 1325, 480, 1359]
notice-line: Data da Sessão: 10/11/2021 bbox=[738, 799, 874, 811]
notice-line: Vistas e Cópias do Edital: Os autos permanecerão com vista franqueada aos interessados no site https://sistemafamato.org.br/portal/senar/transparencia-licitacoes-andamento.php e www.comprasgovernamentais.gov.br, bem como na sede do SENAR/MT na Assessoria de Licitações e Contratos, de segunda-feira a sexta-feira das 08h30min às 12h30min e das 14h30min às 16h30min. (HORÁRIO DE BRASÍLIA) ou pelo e-mail cpl@senarmt.org.br bbox=[504, 1687, 952, 1749]
region-heading: SANTO ANTÔNIO DO LEVERGER bbox=[24, 569, 725, 589]
environmental-notices bbox=[968, 1839, 1434, 2535]
energisa-logo: ⟲ energisa bbox=[543, 253, 696, 289]
notice-line: Informações: Telefone: (65) 3928-5802 / 3928-4892. bbox=[32, 1741, 278, 1753]
outage-row bbox=[24, 537, 725, 569]
section-banner bbox=[23, 137, 1434, 190]
notice-line: Ordenador de Despesas: Normando Corral bbox=[504, 1442, 719, 1454]
